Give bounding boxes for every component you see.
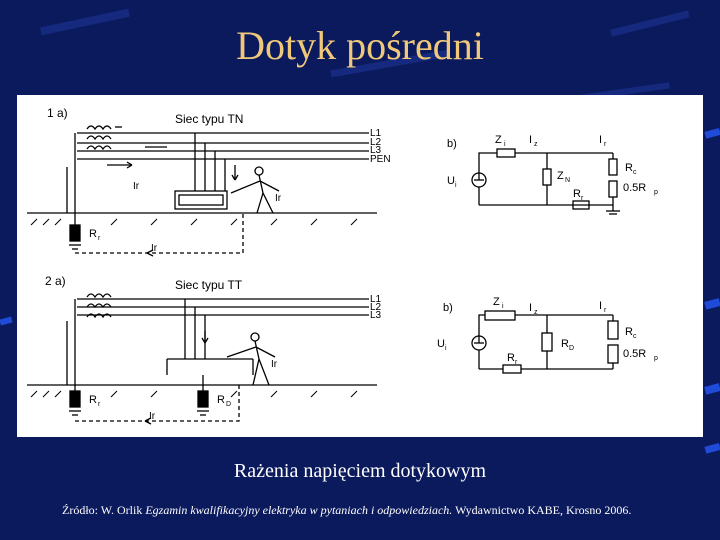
tn-earth-resistor (70, 225, 80, 241)
tt-b-rd (542, 333, 552, 351)
tn-equivalent-circuit (447, 134, 658, 214)
tt-line-l2: L2 (370, 302, 382, 313)
svg-text:r: r (98, 401, 101, 408)
tn-label: 1 a) (47, 106, 68, 120)
svg-text:R: R (561, 338, 569, 350)
svg-text:r: r (581, 195, 584, 202)
tn-network-title: Siec typu TN (175, 112, 244, 126)
tt-transformer (87, 294, 111, 317)
tt-earth-resistor-1 (70, 391, 80, 407)
svg-text:R: R (507, 352, 515, 364)
source-prefix: Źródło: W. Orlik (62, 503, 146, 517)
tt-person-current: Ir (271, 359, 278, 370)
svg-text:i: i (455, 182, 457, 189)
tn-transformer (87, 126, 122, 149)
tt-b-rr (503, 365, 521, 373)
tn-person-current: Ir (275, 193, 282, 204)
svg-text:z: z (534, 141, 538, 148)
svg-text:R: R (625, 162, 633, 174)
slide-caption: Rażenia napięciem dotykowym (233, 460, 487, 482)
svg-text:D: D (569, 345, 575, 352)
svg-text:p: p (654, 189, 658, 196)
svg-text:Z: Z (493, 296, 500, 308)
tn-current-label: Ir (133, 181, 140, 192)
svg-text:r: r (515, 359, 518, 366)
tn-person (231, 167, 279, 213)
svg-text:Z: Z (495, 134, 502, 146)
svg-text:i: i (445, 345, 447, 352)
tt-network-title: Siec typu TT (175, 278, 243, 292)
source-citation (62, 503, 631, 518)
tn-b-z1 (497, 149, 515, 157)
tn-line-pen: PEN (370, 154, 391, 165)
source-book-title: Egzamin kwalifikacyjny elektryka w pytaniach i odpowiedziach. (145, 503, 453, 517)
circuit-diagram (17, 95, 703, 437)
svg-text:p: p (654, 355, 658, 362)
svg-text:I: I (529, 134, 533, 146)
tn-b-zn (543, 169, 551, 185)
tt-line-l1: L1 (370, 294, 382, 305)
svg-text:I: I (599, 134, 603, 146)
tn-b-rp (609, 181, 617, 197)
slide-title: Dotyk pośredni (236, 23, 484, 68)
svg-text:i: i (502, 303, 504, 310)
svg-text:r: r (604, 307, 607, 314)
tn-network-diagram (27, 106, 391, 256)
svg-text:R: R (89, 394, 97, 406)
tn-device (175, 191, 227, 209)
tt-ground-current: Ir (149, 411, 156, 422)
svg-text:z: z (534, 309, 538, 316)
tn-ground-current: Ir (151, 243, 158, 254)
svg-text:r: r (604, 141, 607, 148)
tt-b-rc (608, 321, 618, 339)
svg-text:i: i (504, 141, 506, 148)
svg-text:R: R (217, 394, 225, 406)
svg-text:N: N (565, 177, 571, 184)
svg-text:0.5R: 0.5R (623, 348, 647, 360)
tt-b-rp (608, 345, 618, 363)
svg-text:0.5R: 0.5R (623, 182, 647, 194)
svg-text:R: R (573, 188, 581, 200)
tt-line-l3: L3 (370, 310, 382, 321)
svg-text:U: U (447, 175, 455, 187)
tn-earth-r: R (89, 228, 97, 240)
svg-text:c: c (633, 333, 637, 340)
tn-line-l3: L3 (370, 145, 382, 156)
tt-label: 2 a) (45, 274, 66, 288)
tn-b-label: b) (447, 138, 457, 150)
tt-earth-resistor-2 (198, 391, 208, 407)
tn-line-l1: L1 (370, 128, 382, 139)
tt-b-label: b) (443, 302, 453, 314)
svg-text:Z: Z (557, 170, 564, 182)
circuit-diagram-figure (17, 95, 703, 437)
svg-text:R: R (625, 326, 633, 338)
tt-b-z1 (485, 311, 515, 320)
svg-text:I: I (599, 300, 603, 312)
svg-text:U: U (437, 338, 445, 350)
tt-network-diagram (27, 274, 382, 424)
svg-text:r: r (98, 235, 101, 242)
source-suffix: Wydawnictwo KABE, Krosno 2006. (452, 503, 632, 517)
tn-line-l2: L2 (370, 137, 382, 148)
tn-b-rc (609, 159, 617, 175)
svg-text:c: c (633, 169, 637, 176)
svg-text:I: I (529, 302, 533, 314)
svg-text:D: D (226, 401, 232, 408)
tt-equivalent-circuit (437, 296, 658, 373)
